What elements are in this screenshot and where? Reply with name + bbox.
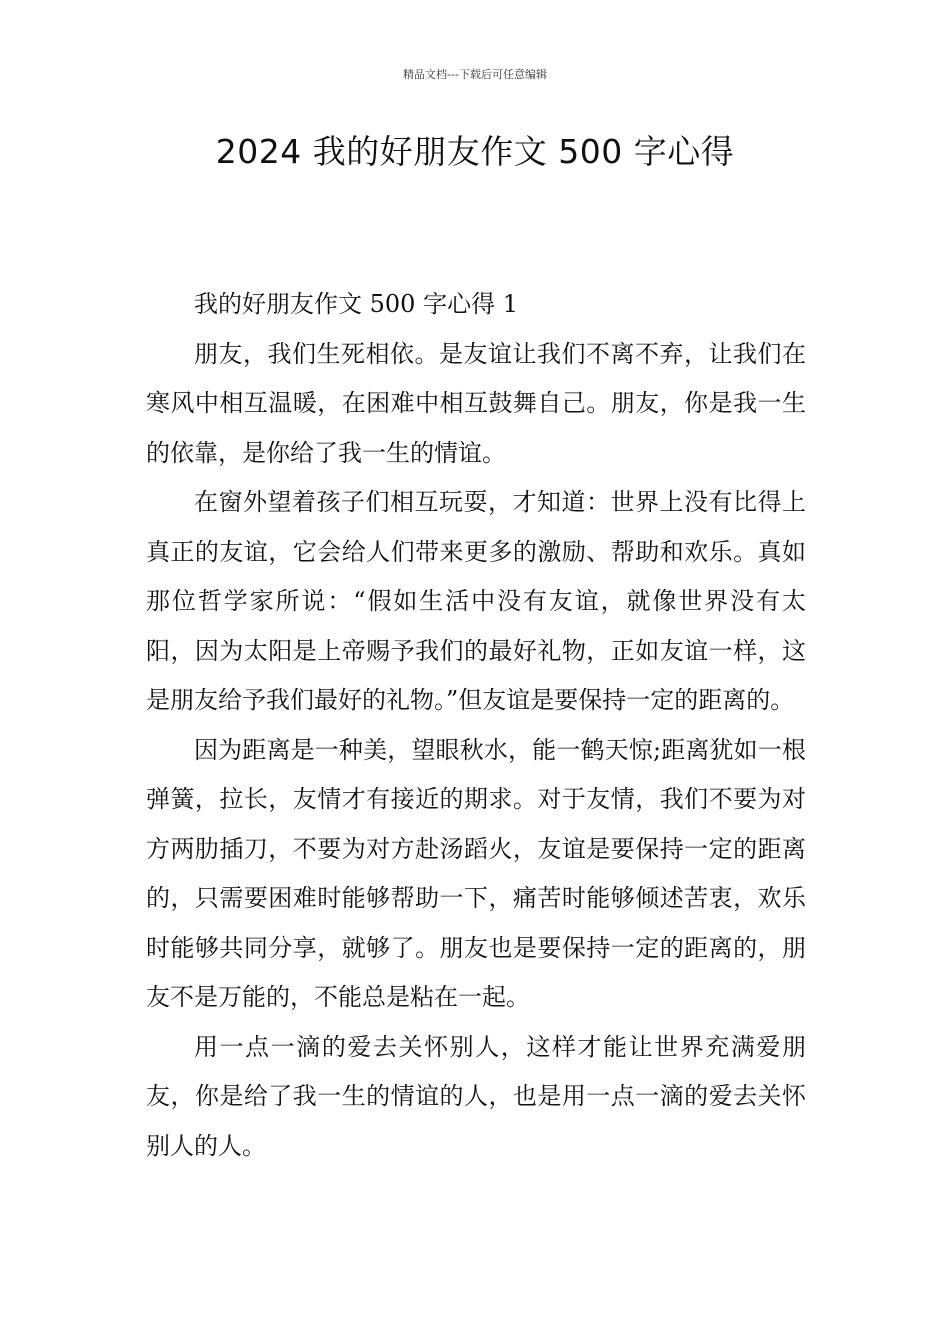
- document-title: 2024 我的好朋友作文 500 字心得: [215, 132, 735, 171]
- document-body: [146, 280, 806, 1171]
- paragraph: 因为距离是一种美，望眼秋水，能一鹤天惊;距离犹如一根弹簧，拉长，友情才有接近的期求。对于友情，我们不要为对方两肋插刀，不要为对方赴汤蹈火，友谊是要保持一定的距离的，只需要困难时能够帮助一下，痛苦时能够倾述苦衷，欢乐时能够共同分享，就够了。朋友也是要保持一定的距离的，朋友不是万能的，不能总是粘在一起。: [146, 735, 806, 1011]
- section-heading: 我的好朋友作文 500 字心得 1: [194, 290, 518, 318]
- paragraph: 在窗外望着孩子们相互玩耍，才知道：世界上没有比得上真正的友谊，它会给人们带来更多的激励、帮助和欢乐。真如那位哲学家所说：“假如生活中没有友谊，就像世界没有太阳，因为太阳是上帝赐予我们的最好礼物，正如友谊一样，这是朋友给予我们最好的礼物。”但友谊是要保持一定的距离的。: [146, 488, 806, 714]
- header-note: 精品文档---下载后可任意编辑: [403, 68, 547, 81]
- paragraph: 朋友，我们生死相依。是友谊让我们不离不弃，让我们在寒风中相互温暖，在困难中相互鼓舞自己。朋友，你是我一生的依靠，是你给了我一生的情谊。: [146, 339, 806, 467]
- paragraph: 用一点一滴的爱去关怀别人，这样才能让世界充满爱朋友，你是给了我一生的情谊的人，也是用一点一滴的爱去关怀别人的人。: [146, 1032, 806, 1160]
